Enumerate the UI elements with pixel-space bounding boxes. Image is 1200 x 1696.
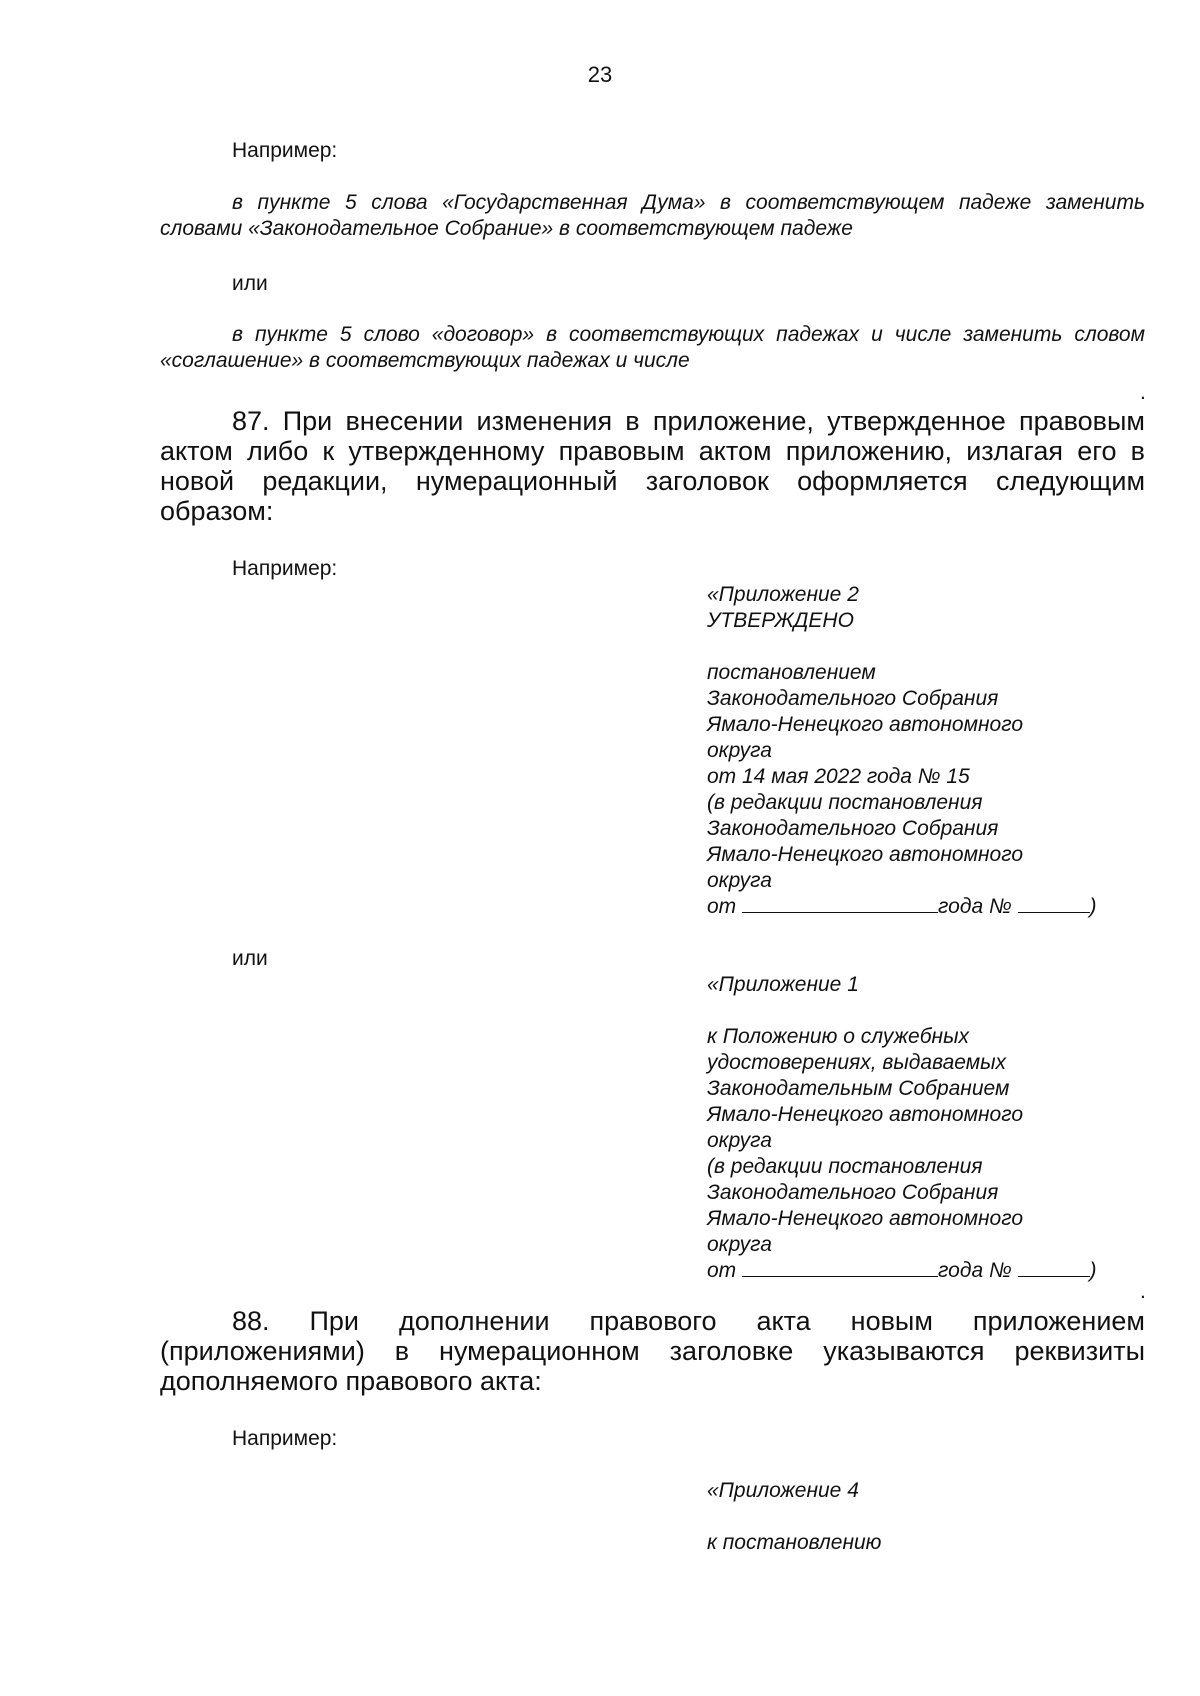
header-line: округа xyxy=(707,1233,772,1256)
header-line: постановлением xyxy=(707,661,876,684)
example-text-1: в пункте 5 слова «Государственная Дума» в соответствующем падеже заменить словами «Законодательное Собрание» в соответствующем падеже xyxy=(160,191,1145,240)
header-line: (в редакции постановления xyxy=(707,791,983,814)
appendix-header-example-a xyxy=(707,582,1147,920)
approval-mark: УТВЕРЖДЕНО xyxy=(707,609,854,632)
trailing-dot: . xyxy=(1140,1280,1146,1303)
example-text-2: в пункте 5 слово «договор» в соответствующих падежах и числе заменить словом «соглашение» в соответствующих падежах и числе xyxy=(160,323,1145,372)
paragraph-88: 88. При дополнении правового акта новым приложением (приложениями) в нумерационном заголовке указываются реквизиты дополняемого правового акта: xyxy=(160,1306,1145,1396)
page-number: 23 xyxy=(587,62,613,87)
appendix-title: «Приложение 1 xyxy=(707,973,859,996)
or-label: или xyxy=(232,947,268,970)
header-line: удостоверениях, выдаваемых xyxy=(707,1051,1007,1074)
header-line: Ямало-Ненецкого автономного xyxy=(707,1207,1023,1230)
number-blank xyxy=(1018,894,1090,913)
trailing-dot: . xyxy=(1140,381,1146,404)
date-blank xyxy=(742,1258,938,1277)
header-line: к Положению о служебных xyxy=(707,1025,970,1048)
header-line: Законодательного Собрания xyxy=(707,1181,999,1204)
header-line: округа xyxy=(707,739,772,762)
example-label: Например: xyxy=(232,139,338,162)
appendix-header-example-b xyxy=(707,972,1147,1284)
header-line: округа xyxy=(707,869,772,892)
header-line: Ямало-Ненецкого автономного xyxy=(707,1103,1023,1126)
header-line: к постановлению xyxy=(707,1531,882,1554)
appendix-header-example-c xyxy=(707,1478,1147,1556)
example-label: Например: xyxy=(232,1427,338,1450)
header-line: Ямало-Ненецкого автономного xyxy=(707,713,1023,736)
header-line: округа xyxy=(707,1129,772,1152)
appendix-title: «Приложение 4 xyxy=(707,1479,859,1502)
number-blank xyxy=(1018,1258,1090,1277)
appendix-title: «Приложение 2 xyxy=(707,583,859,606)
header-line: от 14 мая 2022 года № 15 xyxy=(707,765,970,788)
date-blank xyxy=(742,894,938,913)
header-line: (в редакции постановления xyxy=(707,1155,983,1178)
or-label: или xyxy=(232,272,268,295)
header-line: Ямало-Ненецкого автономного xyxy=(707,843,1023,866)
paragraph-87: 87. При внесении изменения в приложение, утвержденное правовым актом либо к утвержденному правовым актом приложению, излагая его в новой редакции, нумерационный заголовок оформляется следующим образом: xyxy=(160,406,1145,526)
date-number-line: от года № ) xyxy=(707,895,1097,918)
date-number-line: от года № ) xyxy=(707,1259,1097,1282)
example-label: Например: xyxy=(232,557,338,580)
header-line: Законодательного Собрания xyxy=(707,817,999,840)
header-line: Законодательного Собрания xyxy=(707,687,999,710)
header-line: Законодательным Собранием xyxy=(707,1077,1010,1100)
